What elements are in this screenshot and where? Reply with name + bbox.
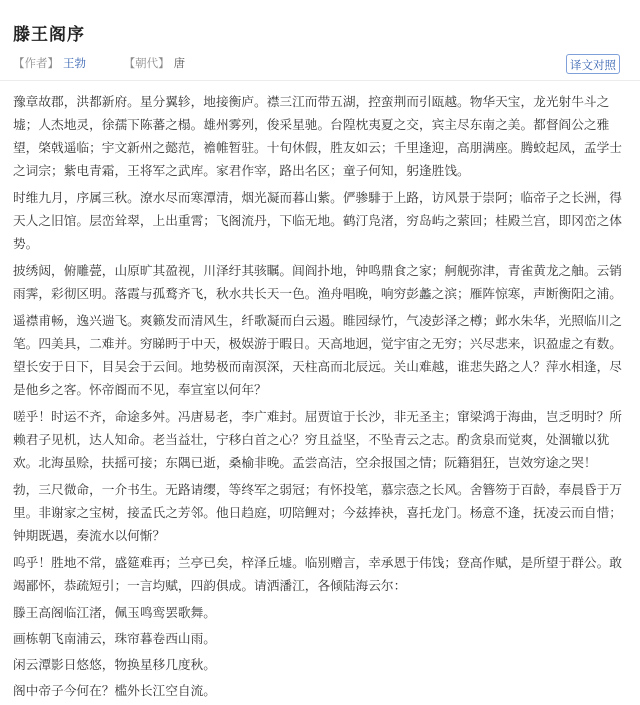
author-link[interactable]: 王勃	[63, 56, 86, 70]
paragraph-4: 遥襟甫畅，逸兴遄飞。爽籁发而清风生，纤歌凝而白云遏。睢园绿竹，气凌彭泽之樽；邺水朱华，光照临川之笔。四美具，二难并。穷睇眄于中天，极娱游于暇日。天高地迥，觉宇宙之无穷；兴尽悲来，识盈虚之有数。望长安于日下，目吴会于云间。地势极而南溟深，天柱高而北辰远。关山难越，谁悲失路之人？萍水相逢，尽是他乡之客。怀帝阍而不见，奉宣室以何年？	[13, 313, 622, 397]
poem-line-4: 阁中帝子今何在？槛外长江空自流。	[13, 683, 216, 698]
dynasty-label: 【朝代】	[123, 56, 170, 70]
paragraph-7: 呜乎！胜地不常，盛筵难再；兰亭已矣，梓泽丘墟。临别赠言，幸承恩于伟饯；登高作赋，是所望于群公。敢竭鄙怀，恭疏短引；一言均赋，四韵俱成。请洒潘江，各倾陆海云尔：	[13, 555, 622, 593]
header-divider	[0, 80, 640, 81]
paragraph-3: 披绣闼，俯雕甍，山原旷其盈视，川泽纡其骇瞩。闾阎扑地，钟鸣鼎食之家；舸舰弥津，青雀黄龙之舳。云销雨霁，彩彻区明。落霞与孤鹜齐飞，秋水共长天一色。渔舟唱晚，响穷彭蠡之滨；雁阵惊寒，声断衡阳之浦。	[13, 263, 622, 301]
article-body	[13, 90, 627, 705]
dynasty-value: 唐	[173, 56, 186, 70]
translation-compare-button[interactable]: 译文对照	[566, 54, 620, 74]
author-label: 【作者】	[13, 56, 59, 70]
paragraph-5: 嗟乎！时运不齐，命途多舛。冯唐易老，李广难封。屈贾谊于长沙，非无圣主；窜梁鸿于海曲，岂乏明时？所赖君子见机，达人知命。老当益壮，宁移白首之心？穷且益坚，不坠青云之志。酌贪泉而觉爽，处涸辙以犹欢。北海虽赊，扶摇可接；东隅已逝，桑榆非晚。孟尝高洁，空余报国之情；阮籍猖狂，岂效穷途之哭！	[13, 409, 622, 470]
paragraph-2: 时维九月，序属三秋。潦水尽而寒潭清，烟光凝而暮山紫。俨骖騑于上路，访风景于崇阿；临帝子之长洲，得天人之旧馆。层峦耸翠，上出重霄；飞阁流丹，下临无地。鹤汀凫渚，穷岛屿之萦回；桂殿兰宫，即冈峦之体势。	[13, 190, 622, 251]
poem-line-2: 画栋朝飞南浦云，珠帘暮卷西山雨。	[13, 631, 216, 646]
poem-line-3: 闲云潭影日悠悠，物换星移几度秋。	[13, 657, 216, 672]
paragraph-1: 豫章故郡，洪都新府。星分翼轸，地接衡庐。襟三江而带五湖，控蛮荆而引瓯越。物华天宝，龙光射牛斗之墟；人杰地灵，徐孺下陈蕃之榻。雄州雾列，俊采星驰。台隍枕夷夏之交，宾主尽东南之美。都督阎公之雅望，棨戟遥临；宇文新州之懿范，襜帷暂驻。十旬休假，胜友如云；千里逢迎，高朋满座。腾蛟起凤，孟学士之词宗；紫电青霜，王将军之武库。家君作宰，路出名区；童子何知，躬逢胜饯。	[13, 94, 622, 178]
poem-line-1: 滕王高阁临江渚，佩玉鸣鸾罢歌舞。	[13, 605, 216, 620]
meta-line	[13, 55, 185, 71]
paragraph-6: 勃，三尺微命，一介书生。无路请缨，等终军之弱冠；有怀投笔，慕宗悫之长风。舍簪笏于百龄，奉晨昏于万里。非谢家之宝树，接孟氏之芳邻。他日趋庭，叨陪鲤对；今兹捧袂，喜托龙门。杨意不逢，抚凌云而自惜；钟期既遇，奏流水以何惭？	[13, 482, 622, 543]
page-title: 滕王阁序	[13, 25, 85, 45]
